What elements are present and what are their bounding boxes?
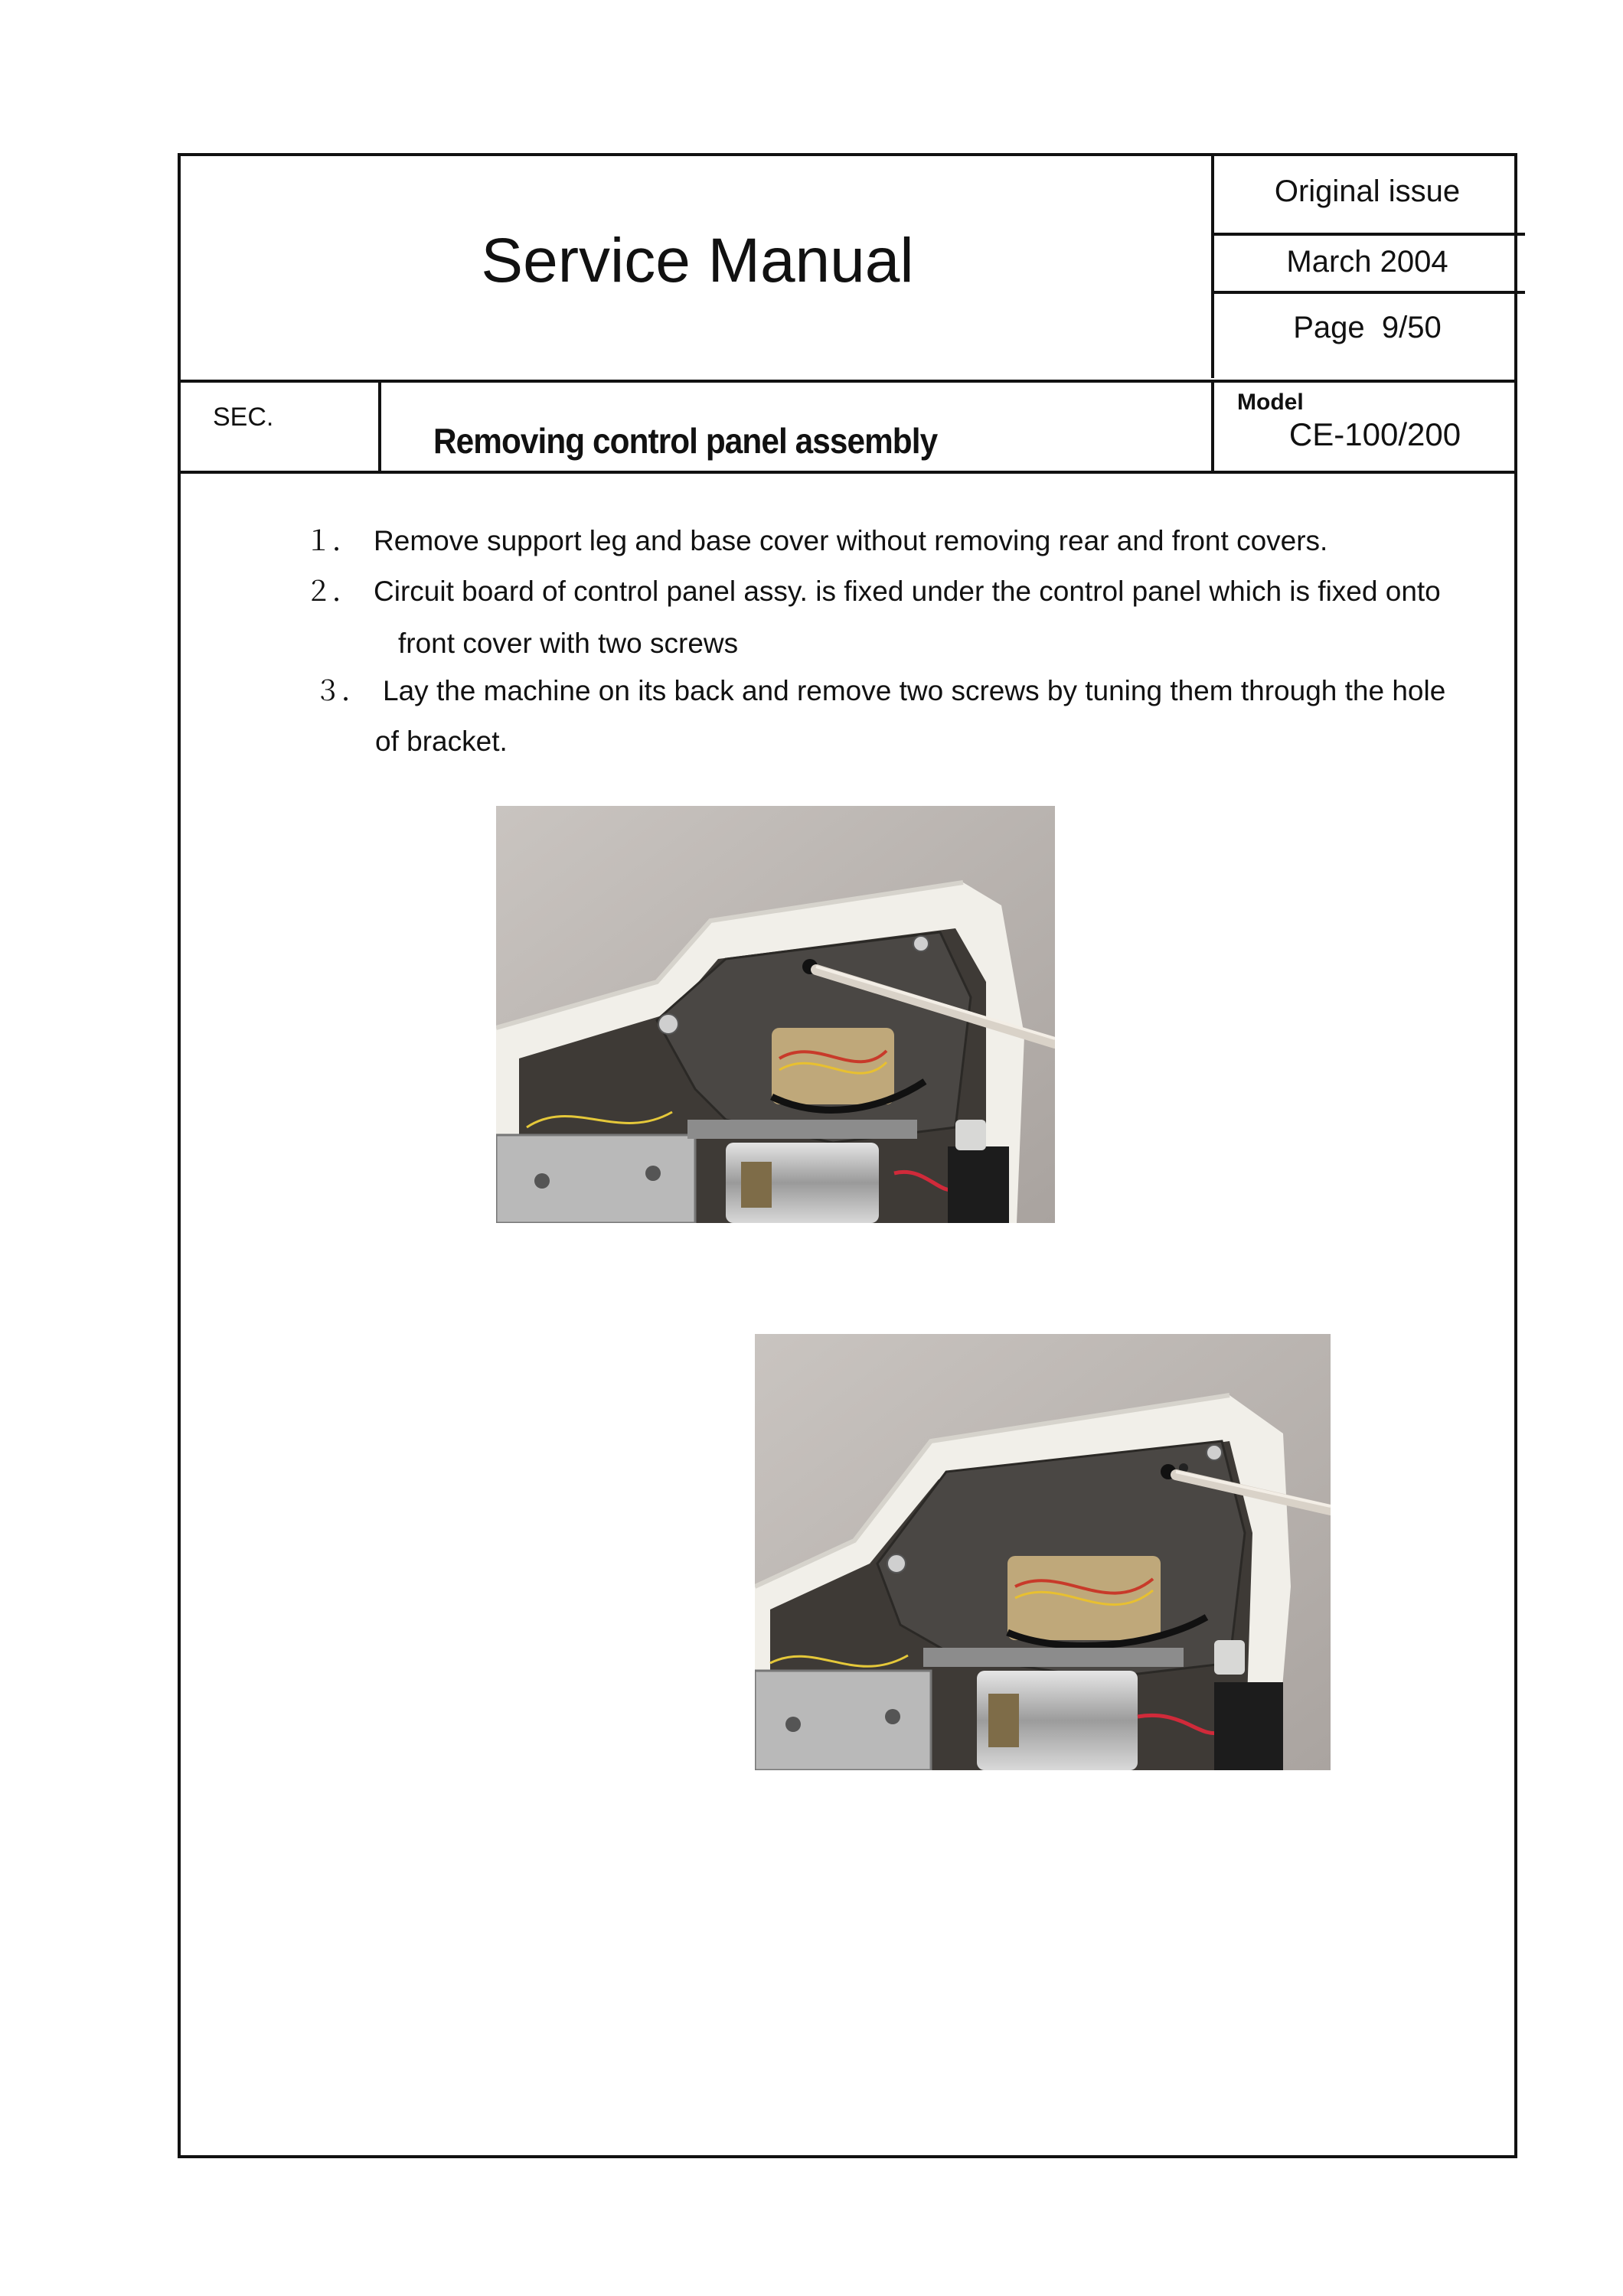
model-label: Model [1237, 390, 1304, 415]
machine-photo-2 [755, 1334, 1331, 1770]
step-3-number: ３． [314, 676, 370, 707]
meta-row-divider-2 [1211, 291, 1525, 294]
step-1 [305, 527, 1327, 556]
meta-row-divider-1 [1211, 233, 1525, 236]
machine-photo-1 [496, 806, 1055, 1223]
photo-screwdriver-upper-screw [496, 806, 1055, 1223]
document-title: Service Manual [481, 226, 914, 295]
step-2-number: ２． [305, 576, 361, 608]
step-1-number: １． [305, 526, 361, 557]
step-3 [314, 677, 1445, 706]
model-value: CE-100/200 [1288, 416, 1461, 452]
page-number: Page 9/50 [1293, 311, 1442, 344]
issue-date: March 2004 [1286, 245, 1448, 279]
section-title: Removing control panel assembly [433, 421, 938, 461]
step-2-line-2: front cover with two screws [398, 628, 739, 659]
step-3-line-2: of bracket. [375, 726, 508, 757]
step-2-line-1: Circuit board of control panel assy. is fixed under the control panel which is fixed onto [374, 576, 1441, 607]
step-3-line-1: Lay the machine on its back and remove two screws by tuning them through the hole [383, 675, 1446, 706]
sec-column-divider [378, 380, 381, 471]
section-label: SEC. [213, 403, 274, 432]
step-1-line-1: Remove support leg and base cover without removing rear and front covers. [374, 525, 1328, 556]
photo-screwdriver-right-screw [755, 1334, 1331, 1770]
issue-label: Original issue [1274, 174, 1461, 208]
step-2 [305, 577, 1441, 606]
model-column-divider [1211, 380, 1214, 471]
